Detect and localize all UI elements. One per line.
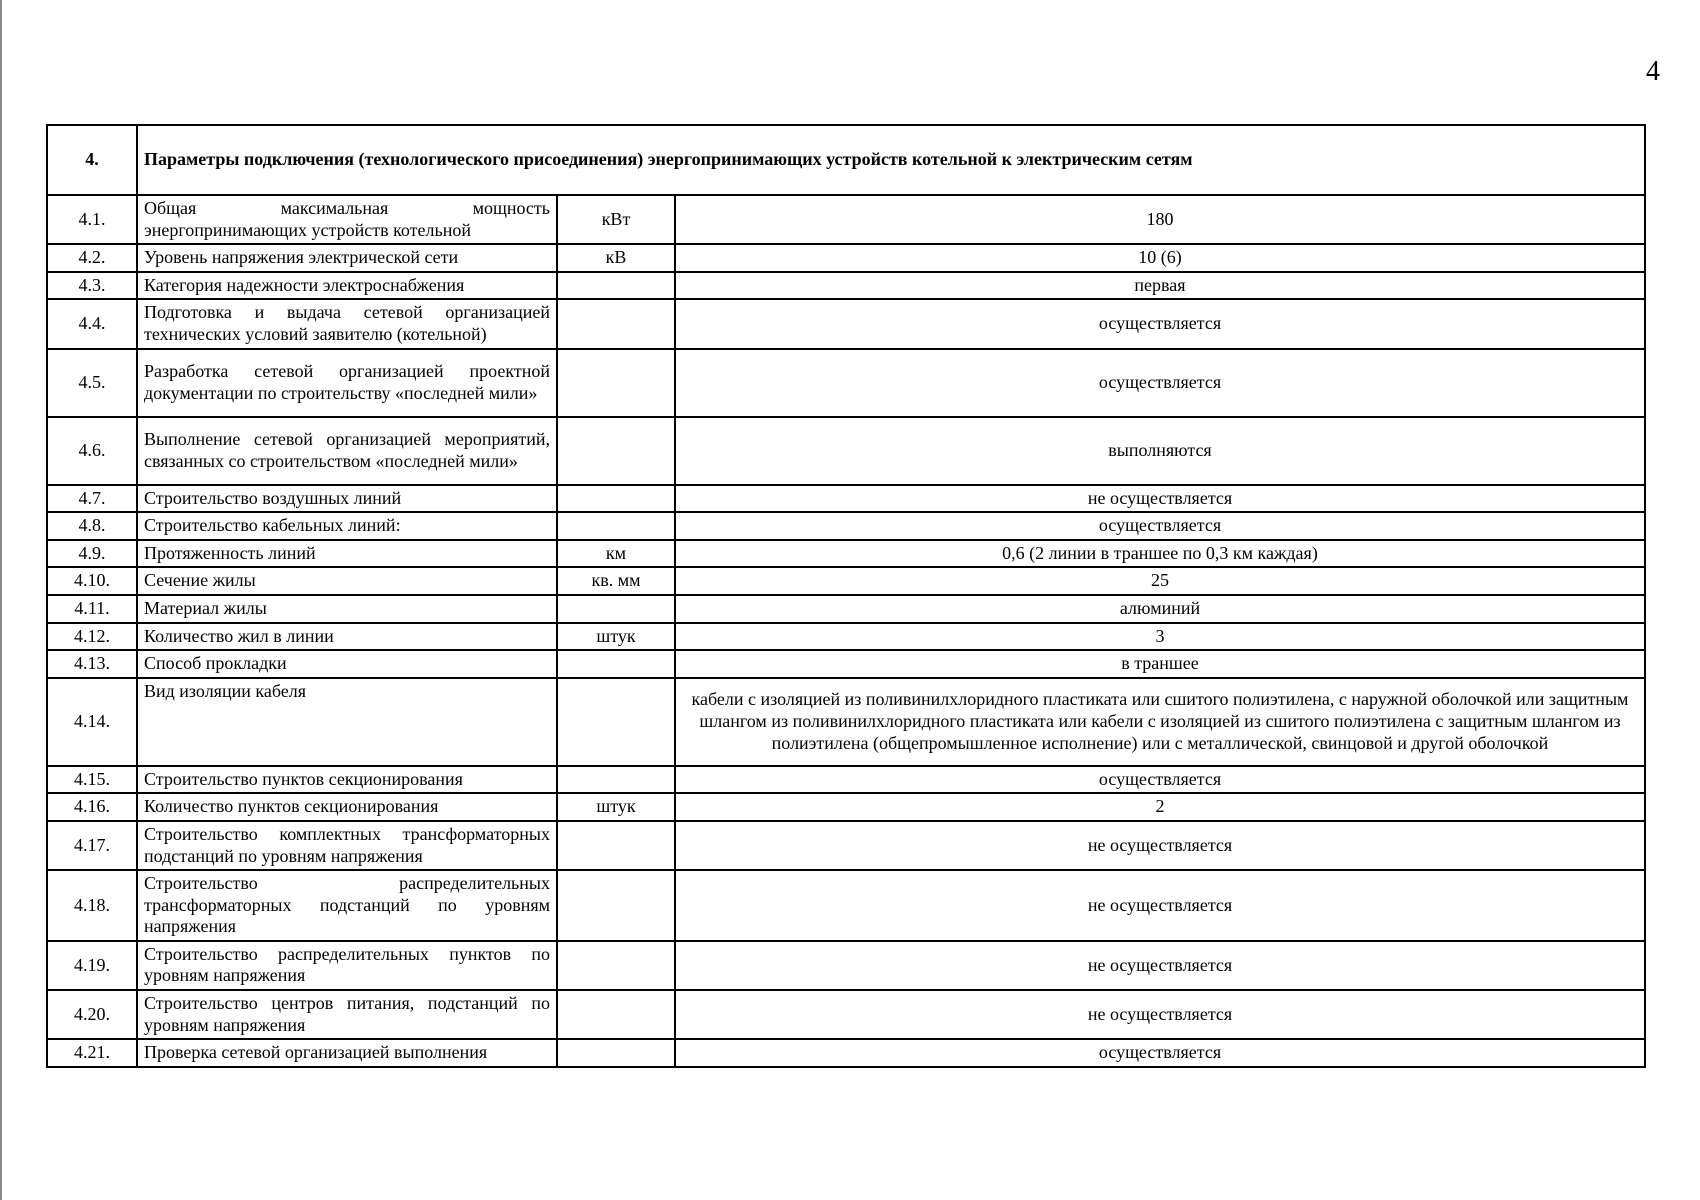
table-row (47, 623, 1645, 651)
table-row (47, 650, 1645, 678)
scan-edge (0, 0, 2, 1200)
row-value: 3 (675, 623, 1645, 651)
section-number: 4. (47, 125, 137, 195)
table-row (47, 870, 1645, 941)
row-value: не осуществляется (675, 941, 1645, 990)
table-row (47, 299, 1645, 348)
row-number: 4.20. (47, 990, 137, 1039)
row-value: 0,6 (2 линии в траншее по 0,3 км каждая) (675, 540, 1645, 568)
row-number: 4.21. (47, 1039, 137, 1067)
row-number: 4.7. (47, 485, 137, 513)
row-unit (557, 678, 675, 766)
row-parameter: Количество жил в линии (137, 623, 557, 651)
row-parameter: Строительство центров питания, подстанций по уровням напряжения (137, 990, 557, 1039)
row-value: осуществляется (675, 299, 1645, 348)
row-number: 4.13. (47, 650, 137, 678)
row-value: не осуществляется (675, 821, 1645, 870)
row-parameter: Вид изоляции кабеля (137, 678, 557, 766)
row-unit (557, 272, 675, 300)
row-number: 4.10. (47, 567, 137, 595)
row-parameter: Способ прокладки (137, 650, 557, 678)
row-parameter: Количество пунктов секционирования (137, 793, 557, 821)
table-row (47, 272, 1645, 300)
table-row (47, 1039, 1645, 1067)
table-row (47, 941, 1645, 990)
table-row (47, 678, 1645, 766)
table-body (47, 125, 1645, 1067)
row-parameter: Строительство распределительных пунктов по уровням напряжения (137, 941, 557, 990)
table-row (47, 793, 1645, 821)
row-number: 4.16. (47, 793, 137, 821)
row-unit (557, 1039, 675, 1067)
row-number: 4.3. (47, 272, 137, 300)
row-parameter: Строительство распределительных трансформаторных подстанций по уровням напряжения (137, 870, 557, 941)
row-unit (557, 485, 675, 513)
row-parameter: Строительство комплектных трансформаторных подстанций по уровням напряжения (137, 821, 557, 870)
row-parameter: Строительство пунктов секционирования (137, 766, 557, 794)
row-value: осуществляется (675, 512, 1645, 540)
table-row (47, 540, 1645, 568)
row-number: 4.4. (47, 299, 137, 348)
row-unit: штук (557, 623, 675, 651)
row-value: 10 (6) (675, 244, 1645, 272)
row-value: 180 (675, 195, 1645, 244)
row-number: 4.17. (47, 821, 137, 870)
row-unit (557, 821, 675, 870)
row-number: 4.11. (47, 595, 137, 623)
row-number: 4.15. (47, 766, 137, 794)
row-value: 2 (675, 793, 1645, 821)
row-parameter: Разработка сетевой организацией проектной документации по строительству «последней мили» (137, 349, 557, 417)
row-unit: штук (557, 793, 675, 821)
row-unit: км (557, 540, 675, 568)
row-unit (557, 417, 675, 485)
row-number: 4.9. (47, 540, 137, 568)
table-row (47, 990, 1645, 1039)
row-number: 4.5. (47, 349, 137, 417)
row-number: 4.18. (47, 870, 137, 941)
row-parameter: Выполнение сетевой организацией мероприятий, связанных со строительством «последней мили» (137, 417, 557, 485)
row-value: кабели с изоляцией из поливинилхлоридного пластиката или сшитого полиэтилена, с наружной оболочкой или защитным шлангом из поливинилхлоридного пластиката или кабели с изоляцией из сшитого полиэтилена с защитным шлангом из полиэтилена (общепромышленное исполнение) или с металлической, свинцовой и другой оболочкой (675, 678, 1645, 766)
row-unit: кв. мм (557, 567, 675, 595)
row-parameter: Подготовка и выдача сетевой организацией технических условий заявителю (котельной) (137, 299, 557, 348)
row-number: 4.1. (47, 195, 137, 244)
parameters-table (46, 124, 1646, 1068)
table-row (47, 567, 1645, 595)
row-value: алюминий (675, 595, 1645, 623)
row-value: в траншее (675, 650, 1645, 678)
table-row (47, 821, 1645, 870)
row-value: не осуществляется (675, 485, 1645, 513)
table-row (47, 512, 1645, 540)
table-row (47, 766, 1645, 794)
table-row (47, 349, 1645, 417)
table-row (47, 417, 1645, 485)
row-unit (557, 990, 675, 1039)
row-parameter: Категория надежности электроснабжения (137, 272, 557, 300)
row-parameter: Строительство кабельных линий: (137, 512, 557, 540)
row-value: не осуществляется (675, 990, 1645, 1039)
table-row (47, 244, 1645, 272)
row-unit (557, 941, 675, 990)
row-number: 4.14. (47, 678, 137, 766)
row-value: не осуществляется (675, 870, 1645, 941)
table-row (47, 595, 1645, 623)
row-number: 4.6. (47, 417, 137, 485)
row-unit (557, 595, 675, 623)
row-number: 4.12. (47, 623, 137, 651)
table-row (47, 485, 1645, 513)
row-value: 25 (675, 567, 1645, 595)
row-unit (557, 650, 675, 678)
table-row (47, 195, 1645, 244)
row-unit (557, 512, 675, 540)
row-parameter: Общая максимальная мощность энергопринимающих устройств котельной (137, 195, 557, 244)
row-number: 4.8. (47, 512, 137, 540)
section-title: Параметры подключения (технологического присоединения) энергопринимающих устройств котельной к электрическим сетям (137, 125, 1645, 195)
row-value: осуществляется (675, 349, 1645, 417)
row-value: выполняются (675, 417, 1645, 485)
row-value: осуществляется (675, 766, 1645, 794)
row-unit (557, 299, 675, 348)
row-parameter: Протяженность линий (137, 540, 557, 568)
row-unit: кВт (557, 195, 675, 244)
page-number: 4 (1646, 56, 1660, 87)
row-value: первая (675, 272, 1645, 300)
row-parameter: Уровень напряжения электрической сети (137, 244, 557, 272)
row-value: осуществляется (675, 1039, 1645, 1067)
row-unit (557, 766, 675, 794)
row-parameter: Проверка сетевой организацией выполнения (137, 1039, 557, 1067)
row-number: 4.2. (47, 244, 137, 272)
row-number: 4.19. (47, 941, 137, 990)
row-unit: кВ (557, 244, 675, 272)
row-unit (557, 870, 675, 941)
row-parameter: Материал жилы (137, 595, 557, 623)
row-unit (557, 349, 675, 417)
row-parameter: Строительство воздушных линий (137, 485, 557, 513)
row-parameter: Сечение жилы (137, 567, 557, 595)
section-header-row (47, 125, 1645, 195)
